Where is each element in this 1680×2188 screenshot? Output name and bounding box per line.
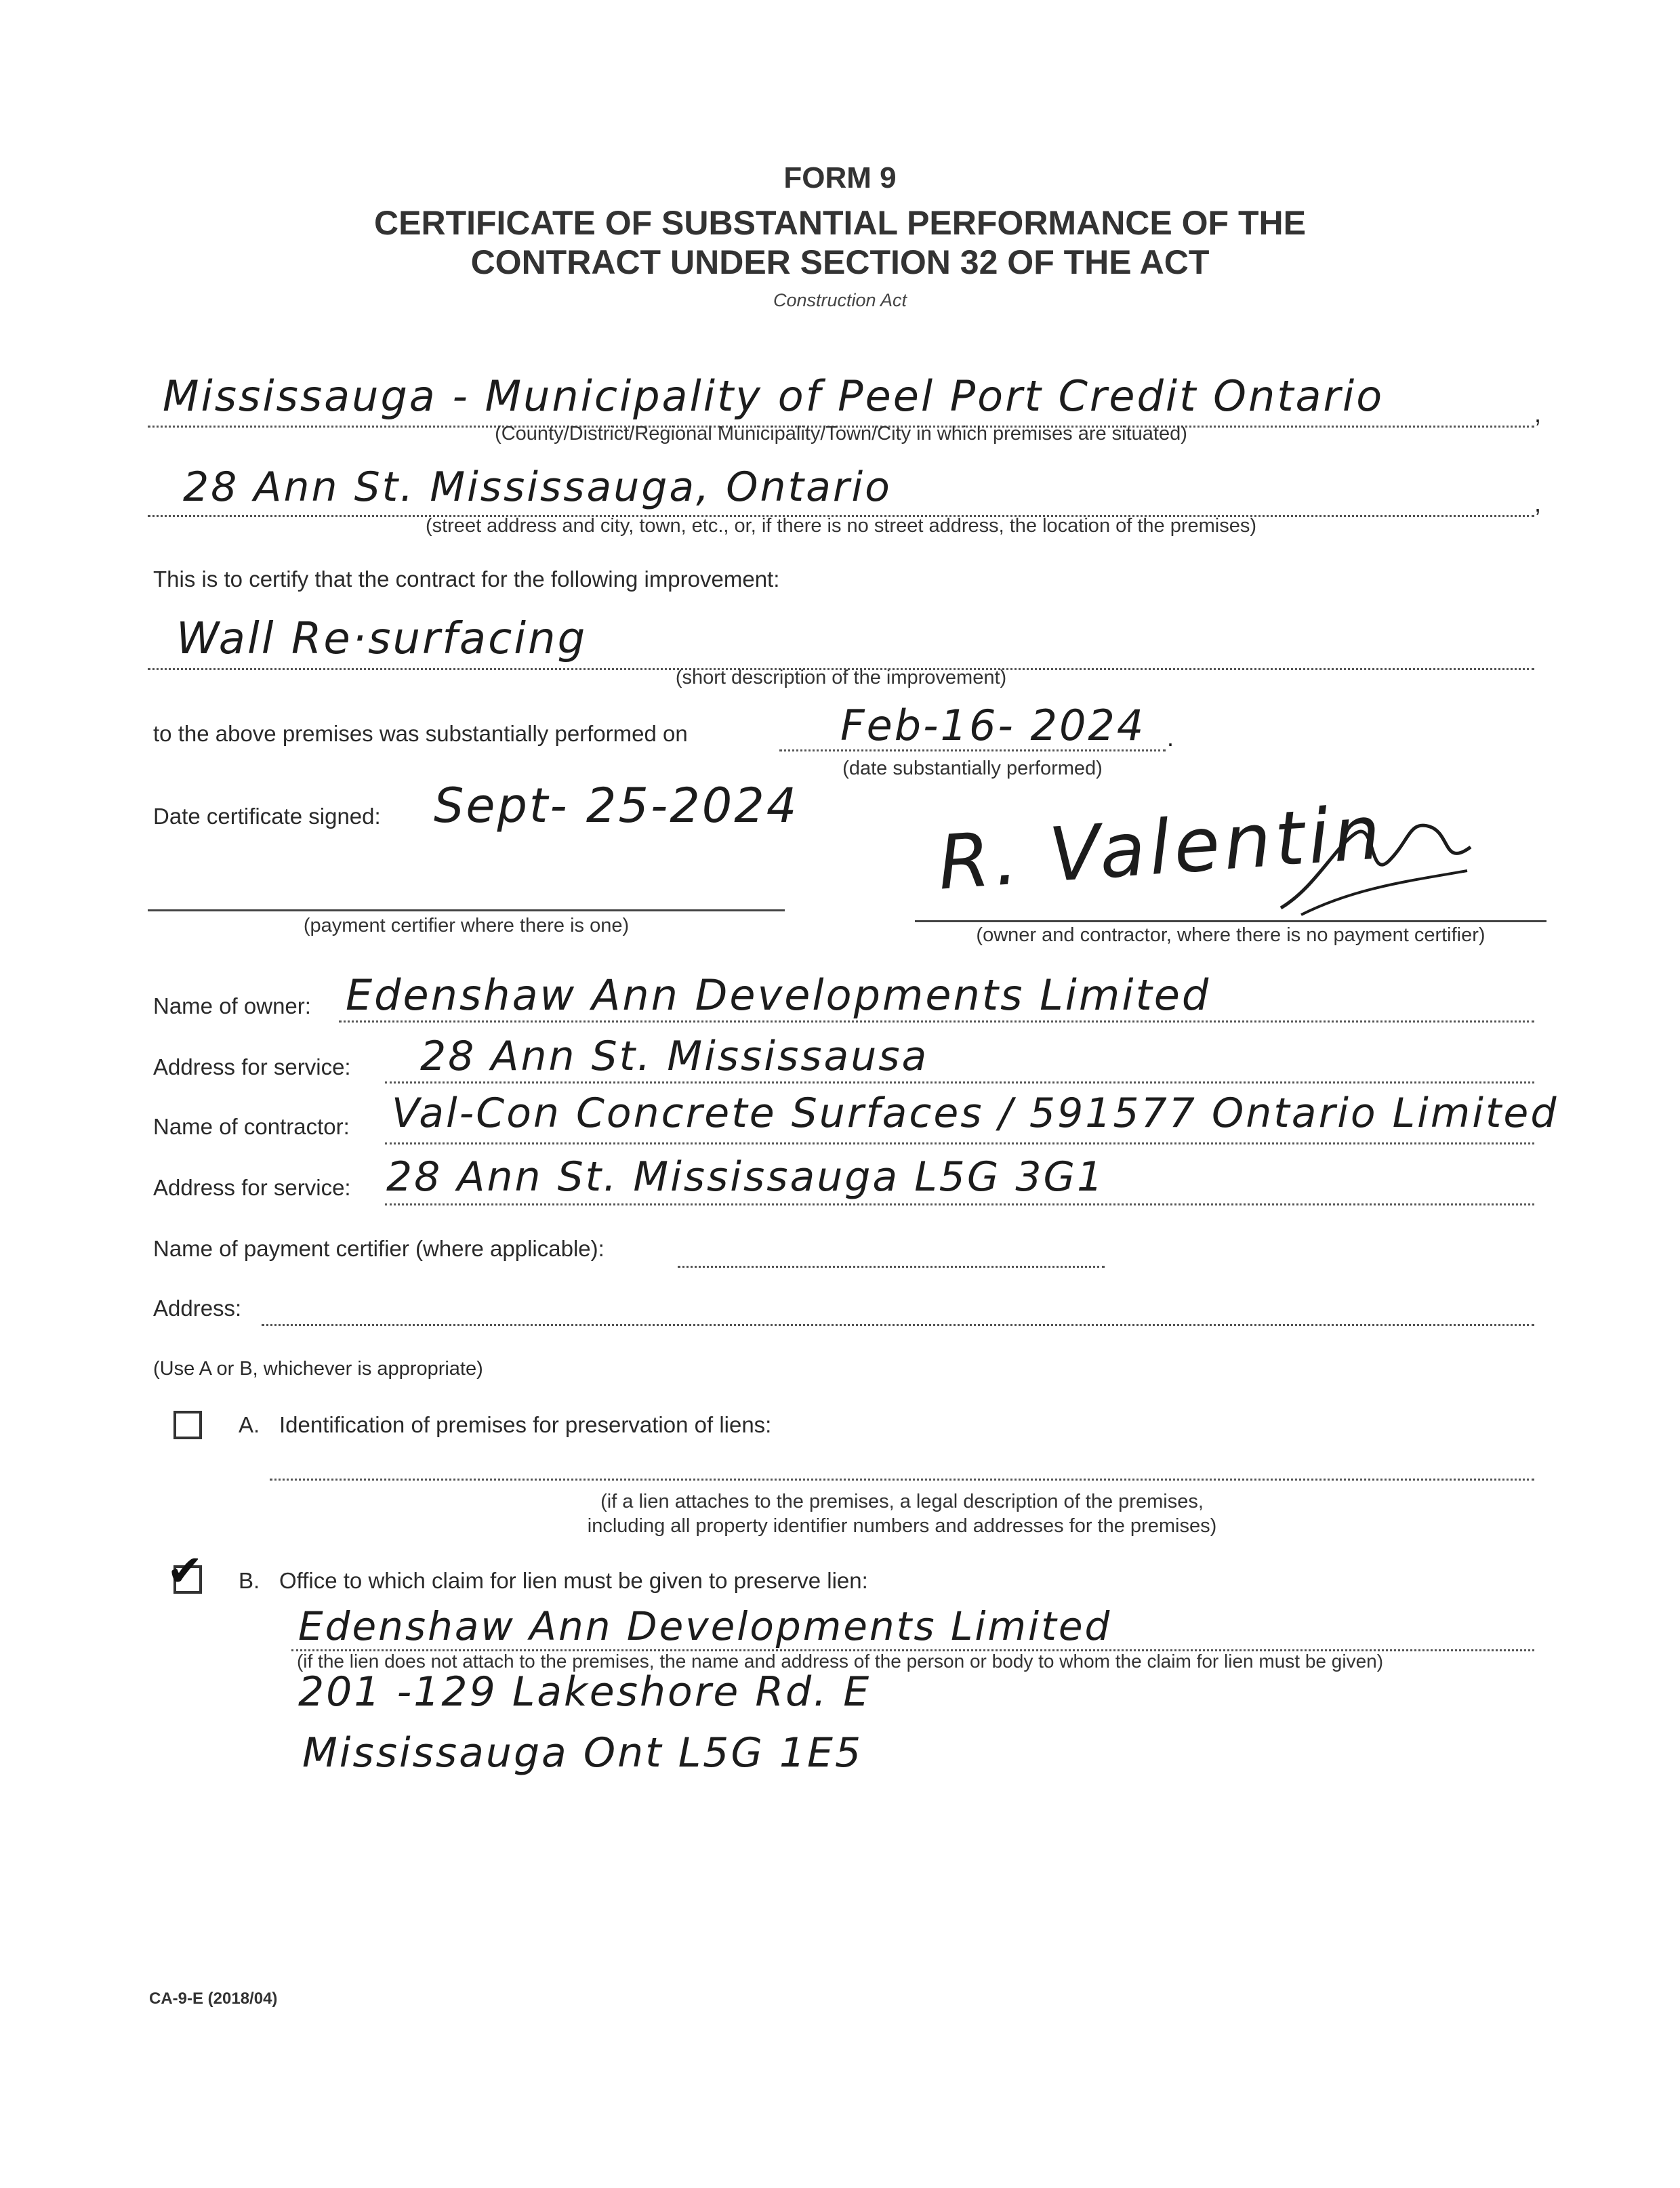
option-a-caption-line-2: including all property identifier numbers and addresses for the premises) bbox=[587, 1515, 1217, 1537]
payment-certifier-signature-line bbox=[148, 909, 785, 911]
option-b-caption: (if the lien does not attach to the premises, the name and address of the person or body to whom the claim for lien must be given) bbox=[296, 1651, 1384, 1672]
certifier-address-label: Address: bbox=[153, 1296, 242, 1321]
contractor-address-label: Address for service: bbox=[153, 1175, 351, 1200]
option-b-checkmark-icon: ✔ bbox=[167, 1546, 203, 1595]
form-title-line-1: CERTIFICATE OF SUBSTANTIAL PERFORMANCE OF THE bbox=[374, 204, 1306, 242]
improvement-caption: (short description of the improvement) bbox=[675, 667, 1007, 688]
option-b-label: Office to which claim for lien must be given to preserve lien: bbox=[279, 1568, 868, 1593]
payment-certifier-caption: (payment certifier where there is one) bbox=[303, 915, 630, 936]
form-code: CA-9-E (2018/04) bbox=[149, 1989, 278, 2008]
owner-line bbox=[339, 1020, 1534, 1023]
contractor-value: Val-Con Concrete Surfaces / 591577 Ontario Limited bbox=[392, 1090, 1559, 1137]
contractor-label: Name of contractor: bbox=[153, 1114, 350, 1139]
owner-value: Edenshaw Ann Developments Limited bbox=[346, 970, 1211, 1020]
performed-label: to the above premises was substantially performed on bbox=[153, 721, 688, 746]
option-b-letter: B. bbox=[239, 1568, 260, 1593]
performed-value: Feb-16- 2024 bbox=[840, 701, 1146, 750]
option-a-checkbox[interactable] bbox=[173, 1411, 202, 1439]
certifier-address-line bbox=[262, 1324, 1534, 1326]
owner-label: Name of owner: bbox=[153, 993, 311, 1018]
form-number: FORM 9 bbox=[783, 161, 897, 194]
contractor-line bbox=[385, 1142, 1534, 1144]
municipality-value: Mississauga - Municipality of Peel Port Credit Ontario bbox=[163, 371, 1385, 421]
option-a-line bbox=[270, 1479, 1534, 1481]
owner-contractor-signature-line bbox=[915, 920, 1546, 922]
performed-caption: (date substantially performed) bbox=[842, 758, 1103, 779]
signature-flourish-icon bbox=[1274, 806, 1477, 922]
improvement-value: Wall Re·surfacing bbox=[176, 614, 588, 664]
contractor-address-value: 28 Ann St. Mississauga L5G 3G1 bbox=[386, 1153, 1105, 1201]
municipality-caption: (County/District/Regional Municipality/Town/City in which premises are situated) bbox=[495, 423, 1187, 445]
owner-address-value: 28 Ann St. Mississausa bbox=[420, 1033, 929, 1080]
performed-period: . bbox=[1167, 724, 1174, 751]
certifier-line bbox=[678, 1266, 1105, 1268]
option-b-value-line-3: Mississauga Ont L5G 1E5 bbox=[302, 1729, 863, 1777]
premises-value: 28 Ann St. Mississauga, Ontario bbox=[183, 463, 892, 511]
form-title-line-2: CONTRACT UNDER SECTION 32 OF THE ACT bbox=[470, 243, 1210, 281]
contractor-address-line bbox=[385, 1203, 1534, 1205]
premises-comma: , bbox=[1534, 489, 1542, 517]
option-b-value-line-2: 201 -129 Lakeshore Rd. E bbox=[298, 1668, 872, 1716]
option-a-letter: A. bbox=[239, 1412, 260, 1437]
owner-contractor-caption: (owner and contractor, where there is no payment certifier) bbox=[976, 924, 1486, 946]
option-b-value-line-1: Edenshaw Ann Developments Limited bbox=[298, 1603, 1112, 1649]
premises-caption: (street address and city, town, etc., or, if there is no street address, the location of the premises) bbox=[425, 515, 1257, 537]
improvement-intro: This is to certify that the contract for the following improvement: bbox=[153, 566, 780, 592]
owner-address-line bbox=[385, 1081, 1534, 1083]
option-a-caption-line-1: (if a lien attaches to the premises, a legal description of the premises, bbox=[600, 1491, 1204, 1512]
act-name: Construction Act bbox=[773, 290, 907, 310]
certifier-label: Name of payment certifier (where applicable): bbox=[153, 1236, 605, 1261]
owner-address-label: Address for service: bbox=[153, 1054, 351, 1079]
owner-contractor-signature: R. Valentin bbox=[935, 789, 1387, 907]
municipality-comma: , bbox=[1534, 400, 1542, 428]
signed-value: Sept- 25-2024 bbox=[434, 778, 799, 833]
signed-label: Date certificate signed: bbox=[153, 804, 381, 829]
options-instruction: (Use A or B, whichever is appropriate) bbox=[153, 1358, 483, 1380]
option-a-label: Identification of premises for preservation of liens: bbox=[279, 1412, 772, 1437]
